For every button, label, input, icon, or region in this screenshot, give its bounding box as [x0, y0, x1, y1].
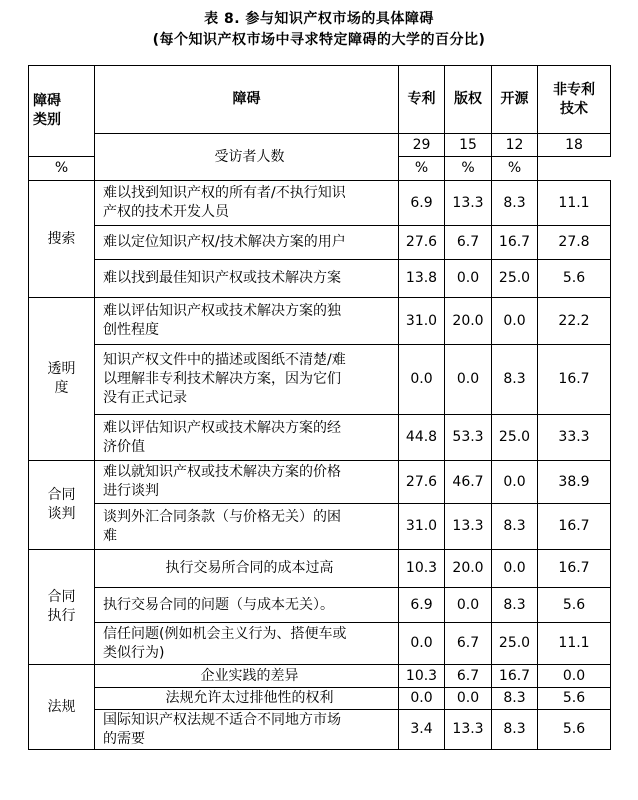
unit-opensource: %: [445, 157, 492, 181]
value-cell-copyright: 46.7: [445, 461, 492, 504]
value-cell-opensource: 8.3: [492, 345, 538, 415]
header-category: 障碍 类别: [29, 66, 95, 157]
value-cell-nonpatent: 38.9: [538, 461, 611, 504]
value-cell-patent: 13.8: [399, 260, 445, 298]
respondents-label: 受访者人数: [95, 134, 399, 181]
unit-patent: %: [29, 157, 95, 181]
value-cell-opensource: 0.0: [492, 550, 538, 588]
table-row: [29, 665, 611, 688]
respondents-patent: 29: [399, 134, 445, 157]
obstacle-cell: 难以就知识产权或技术解决方案的价格 进行谈判: [95, 461, 399, 504]
value-cell-patent: 0.0: [399, 623, 445, 665]
table-row: [29, 298, 611, 345]
value-cell-nonpatent: 16.7: [538, 345, 611, 415]
obstacle-cell: 难以定位知识产权/技术解决方案的用户: [95, 226, 399, 260]
obstacle-cell: 谈判外汇合同条款（与价格无关）的困 难: [95, 504, 399, 550]
value-cell-patent: 27.6: [399, 461, 445, 504]
value-cell-patent: 31.0: [399, 504, 445, 550]
obstacle-cell: 企业实践的差异: [95, 665, 399, 688]
table-row: [29, 461, 611, 504]
table-row: [29, 550, 611, 588]
header-opensource: 开源: [492, 66, 538, 134]
table-subtitle: (每个知识产权市场中寻求特定障碍的大学的百分比): [152, 32, 486, 48]
value-cell-copyright: 6.7: [445, 226, 492, 260]
value-cell-opensource: 25.0: [492, 623, 538, 665]
value-cell-nonpatent: 27.8: [538, 226, 611, 260]
value-cell-nonpatent: 0.0: [538, 665, 611, 688]
value-cell-patent: 10.3: [399, 665, 445, 688]
value-cell-nonpatent: 11.1: [538, 623, 611, 665]
value-cell-opensource: 8.3: [492, 181, 538, 226]
unit-nonpatent: %: [492, 157, 538, 181]
value-cell-copyright: 13.3: [445, 181, 492, 226]
value-cell-nonpatent: 5.6: [538, 588, 611, 623]
value-cell-patent: 6.9: [399, 181, 445, 226]
header-copyright: 版权: [445, 66, 492, 134]
value-cell-copyright: 6.7: [445, 623, 492, 665]
header-row: [29, 66, 611, 134]
value-cell-opensource: 25.0: [492, 415, 538, 461]
obstacle-cell: 难以评估知识产权或技术解决方案的经 济价值: [95, 415, 399, 461]
value-cell-opensource: 16.7: [492, 665, 538, 688]
value-cell-nonpatent: 5.6: [538, 260, 611, 298]
category-cell: 法规: [29, 665, 95, 750]
value-cell-patent: 6.9: [399, 588, 445, 623]
value-cell-patent: 27.6: [399, 226, 445, 260]
header-nonpatent: 非专利 技术: [538, 66, 611, 134]
obstacle-cell: 法规允许太过排他性的权利: [95, 688, 399, 710]
table-title: 表 8. 参与知识产权市场的具体障碍: [204, 11, 434, 27]
value-cell-copyright: 0.0: [445, 588, 492, 623]
value-cell-nonpatent: 11.1: [538, 181, 611, 226]
respondents-opensource: 12: [492, 134, 538, 157]
table-row: [29, 260, 611, 298]
header-obstacle: 障碍: [95, 66, 399, 134]
table-row: [29, 226, 611, 260]
table-row: [29, 623, 611, 665]
value-cell-patent: 3.4: [399, 710, 445, 750]
value-cell-copyright: 13.3: [445, 710, 492, 750]
value-cell-copyright: 20.0: [445, 550, 492, 588]
value-cell-nonpatent: 16.7: [538, 504, 611, 550]
respondents-copyright: 15: [445, 134, 492, 157]
value-cell-copyright: 53.3: [445, 415, 492, 461]
value-cell-nonpatent: 5.6: [538, 710, 611, 750]
value-cell-nonpatent: 22.2: [538, 298, 611, 345]
value-cell-copyright: 6.7: [445, 665, 492, 688]
value-cell-opensource: 0.0: [492, 298, 538, 345]
obstacle-cell: 知识产权文件中的描述或图纸不清楚/难 以理解非专利技术解决方案，因为它们 没有正式记录: [95, 345, 399, 415]
value-cell-copyright: 20.0: [445, 298, 492, 345]
obstacle-cell: 国际知识产权法规不适合不同地方市场 的需要: [95, 710, 399, 750]
table-row: [29, 181, 611, 226]
table-row: [29, 415, 611, 461]
unit-copyright: %: [399, 157, 445, 181]
value-cell-patent: 0.0: [399, 345, 445, 415]
value-cell-copyright: 0.0: [445, 345, 492, 415]
table-row: [29, 710, 611, 750]
value-cell-patent: 44.8: [399, 415, 445, 461]
value-cell-copyright: 13.3: [445, 504, 492, 550]
value-cell-opensource: 16.7: [492, 226, 538, 260]
category-cell: 合同 谈判: [29, 461, 95, 550]
obstacle-cell: 信任问题(例如机会主义行为、搭便车或 类似行为): [95, 623, 399, 665]
category-cell: 透明 度: [29, 298, 95, 461]
respondents-nonpatent: 18: [538, 134, 611, 157]
obstacle-cell: 难以评估知识产权或技术解决方案的独 创性程度: [95, 298, 399, 345]
value-cell-opensource: 0.0: [492, 461, 538, 504]
obstacle-cell: 执行交易所合同的成本过高: [95, 550, 399, 588]
value-cell-patent: 31.0: [399, 298, 445, 345]
value-cell-nonpatent: 33.3: [538, 415, 611, 461]
value-cell-copyright: 0.0: [445, 688, 492, 710]
value-cell-opensource: 8.3: [492, 688, 538, 710]
value-cell-opensource: 8.3: [492, 504, 538, 550]
respondents-count-row: [29, 134, 611, 157]
obstacles-table: [28, 65, 611, 750]
category-cell: 搜索: [29, 181, 95, 298]
obstacle-cell: 执行交易合同的问题（与成本无关）。: [95, 588, 399, 623]
obstacle-cell: 难以找到最佳知识产权或技术解决方案: [95, 260, 399, 298]
value-cell-nonpatent: 16.7: [538, 550, 611, 588]
obstacle-cell: 难以找到知识产权的所有者/不执行知识 产权的技术开发人员: [95, 181, 399, 226]
value-cell-opensource: 8.3: [492, 588, 538, 623]
table-row: [29, 588, 611, 623]
value-cell-patent: 0.0: [399, 688, 445, 710]
value-cell-copyright: 0.0: [445, 260, 492, 298]
value-cell-patent: 10.3: [399, 550, 445, 588]
value-cell-opensource: 8.3: [492, 710, 538, 750]
header-patent: 专利: [399, 66, 445, 134]
table-row: [29, 345, 611, 415]
value-cell-opensource: 25.0: [492, 260, 538, 298]
value-cell-nonpatent: 5.6: [538, 688, 611, 710]
category-cell: 合同 执行: [29, 550, 95, 665]
table-row: [29, 504, 611, 550]
table-row: [29, 688, 611, 710]
